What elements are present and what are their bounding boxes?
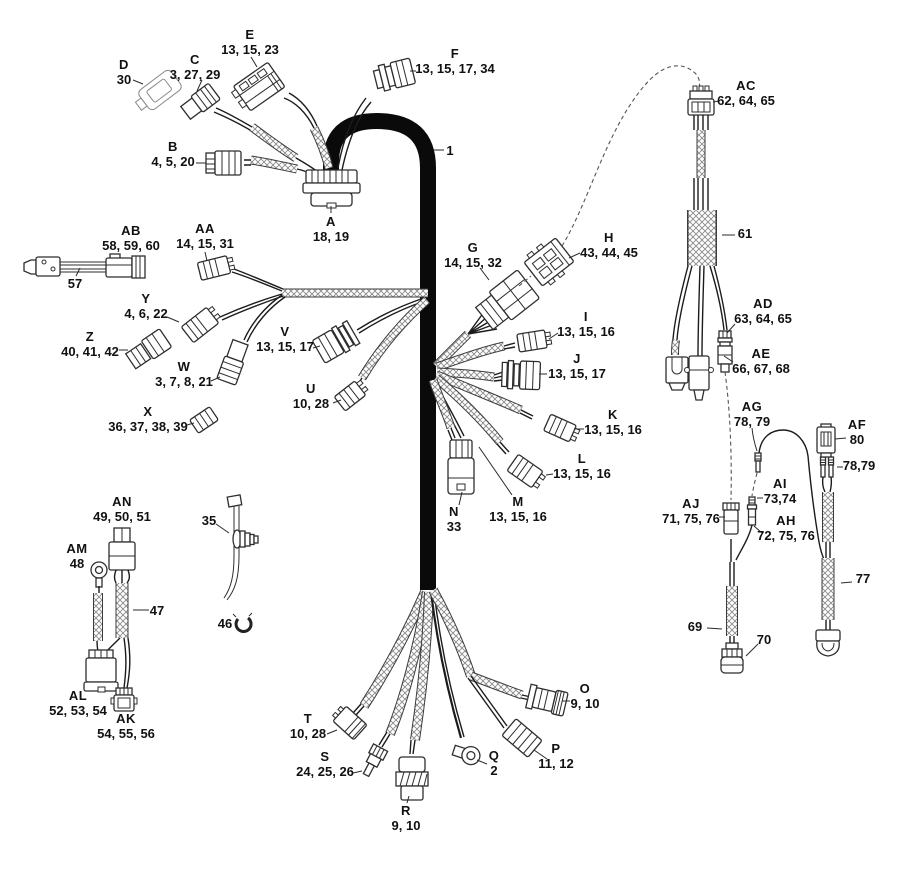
connector-61-mid xyxy=(685,356,714,400)
callout-b: B 4, 5, 20 xyxy=(151,139,195,169)
callout-c: C 3, 27, 29 xyxy=(169,52,221,82)
connector-w xyxy=(217,339,250,385)
connector-b xyxy=(206,151,241,175)
callout-af: AF 80 xyxy=(847,417,867,447)
callout-p: P 11, 12 xyxy=(538,741,574,771)
branch-op xyxy=(433,590,568,757)
ref-47: 47 xyxy=(149,603,165,618)
callout-a xyxy=(313,214,349,244)
callout-h: H 43, 44, 45 xyxy=(580,230,638,260)
callout-an: AN 49, 50, 51 xyxy=(93,494,151,524)
ref-35: 35 xyxy=(201,513,217,528)
callout-ai: AI 73,74 xyxy=(763,476,797,506)
callout-l: L 13, 15, 16 xyxy=(553,451,611,481)
part-46 xyxy=(233,613,252,632)
callout-ak: AK 54, 55, 56 xyxy=(97,711,155,741)
callout-x: X 36, 37, 38, 39 xyxy=(108,404,188,434)
callout-i: I 13, 15, 16 xyxy=(557,309,615,339)
callout-u: U 10, 28 xyxy=(292,381,330,411)
connector-e xyxy=(229,62,285,114)
connector-ab xyxy=(106,254,145,278)
callout-ac: AC 62, 64, 65 xyxy=(717,78,775,108)
callout-w: W 3, 7, 8, 21 xyxy=(155,359,213,389)
callout-y: Y 4, 6, 22 xyxy=(124,291,168,321)
callout-n: N 33 xyxy=(446,504,462,534)
callout-z: Z 40, 41, 42 xyxy=(61,329,119,359)
part-35 xyxy=(224,495,258,600)
connector-61-left xyxy=(666,357,688,390)
callout-s: S 24, 25, 26 xyxy=(296,749,354,779)
callout-al: AL 52, 53, 54 xyxy=(49,688,107,718)
ref-57: 57 xyxy=(67,276,83,291)
connector-aj xyxy=(723,503,739,534)
callout-aa: AA 14, 15, 31 xyxy=(176,221,234,251)
connector-ag xyxy=(755,453,761,472)
connector-70 xyxy=(721,643,743,673)
callout-ag: AG 78, 79 xyxy=(733,399,771,429)
connector-f xyxy=(372,58,415,92)
connector-h xyxy=(522,235,577,290)
terminals-78-79 xyxy=(821,457,834,477)
connector-an xyxy=(109,528,135,570)
connector-j xyxy=(502,360,541,389)
lead-69-77 xyxy=(721,424,840,673)
connector-i xyxy=(517,329,552,352)
callout-ad: AD 63, 64, 65 xyxy=(734,296,792,326)
callout-o: O 9, 10 xyxy=(570,681,600,711)
callout-k: K 13, 15, 16 xyxy=(584,407,642,437)
connector-c xyxy=(180,83,221,121)
callout-ae: AE 66, 67, 68 xyxy=(732,346,790,376)
callout-t: T 10, 28 xyxy=(289,711,327,741)
callout-m: M 13, 15, 16 xyxy=(489,494,547,524)
connector-ad-ae xyxy=(718,331,732,372)
ref-70: 70 xyxy=(756,632,772,647)
connector-aa xyxy=(197,254,235,280)
connector-r xyxy=(396,757,428,800)
connector-a xyxy=(303,170,360,208)
branch-b xyxy=(206,151,316,176)
connector-g xyxy=(473,270,539,333)
connector-al xyxy=(84,650,118,692)
connector-ac xyxy=(688,86,714,115)
callout-aj: AJ 71, 75, 76 xyxy=(662,496,720,526)
connector-u xyxy=(334,378,370,411)
ring-terminal-am xyxy=(91,562,107,587)
ref-77: 77 xyxy=(855,571,871,586)
callout-q: Q 2 xyxy=(488,748,500,778)
callout-a-letter: A xyxy=(326,214,336,229)
callout-am: AM 48 xyxy=(66,541,88,571)
callout-v: V 13, 15, 17 xyxy=(256,324,314,354)
ref-61: 61 xyxy=(737,226,753,241)
ref-46: 46 xyxy=(217,616,233,631)
callout-f: F 13, 15, 17, 34 xyxy=(415,46,495,76)
callout-ah: AH 72, 75, 76 xyxy=(757,513,815,543)
ring-terminal-q xyxy=(451,741,482,766)
connector-o xyxy=(526,684,568,716)
callout-r: R 9, 10 xyxy=(391,803,421,833)
ref-78-79: 78,79 xyxy=(842,458,876,473)
lead-57 xyxy=(24,254,145,278)
connector-77 xyxy=(816,630,840,656)
callout-a-parts: 18, 19 xyxy=(312,229,350,244)
callout-j: J 13, 15, 17 xyxy=(548,351,606,381)
callout-d: D 30 xyxy=(116,57,132,87)
callout-e: E 13, 15, 23 xyxy=(221,27,279,57)
connector-n xyxy=(448,440,474,494)
ref-69: 69 xyxy=(687,619,703,634)
lead-61 xyxy=(666,86,732,500)
connector-v xyxy=(312,320,361,364)
callout-ab: AB 58, 59, 60 xyxy=(102,223,160,253)
connector-af xyxy=(817,424,835,457)
connector-s xyxy=(359,744,388,779)
connector-l xyxy=(507,454,547,490)
connector-x xyxy=(190,407,219,434)
connector-ai-ah xyxy=(748,497,757,525)
lead-47 xyxy=(84,528,137,711)
callout-g: G 14, 15, 32 xyxy=(444,240,502,270)
connector-y xyxy=(181,304,222,343)
ref-1: 1 xyxy=(446,143,454,158)
